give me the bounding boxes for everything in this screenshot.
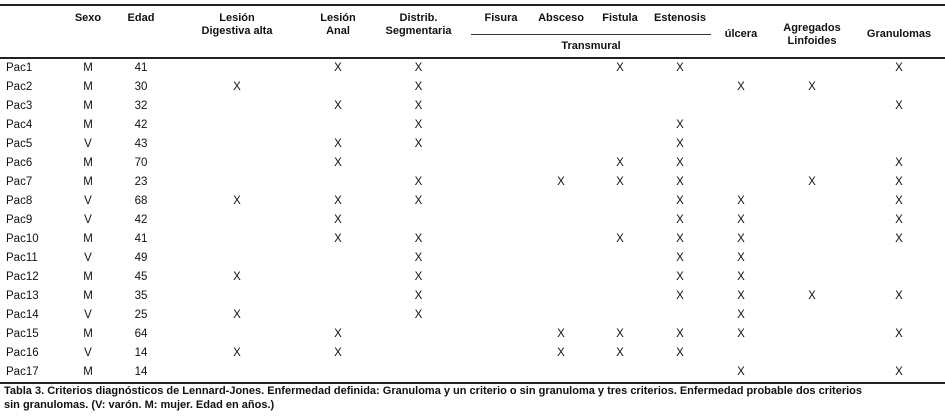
criterion-cell-ds: X [414,81,423,93]
criterion-cell-la [310,306,366,325]
criterion-cell-fi [471,154,531,173]
sexo-cell: M [83,157,93,169]
patient-id-cell: Pac10 [6,233,39,245]
criterion-cell-ag [771,58,853,78]
criterion-cell-gr: X [895,195,903,207]
table-row [0,58,945,78]
table-row [0,230,945,249]
criterion-cell-ds [366,363,471,383]
sexo-cell: M [83,328,93,340]
criterion-cell-fs: X [616,328,624,340]
criterion-cell-ul: X [737,214,745,226]
criterion-cell-ld [164,135,310,154]
criterion-cell-es: X [676,328,684,340]
header-lesion-anal-line2: Anal [326,25,350,37]
sexo-cell: M [83,176,93,188]
edad-cell: 45 [134,271,148,283]
patient-id-cell: Pac1 [6,62,33,74]
criterion-cell-ul: X [737,366,745,378]
criterion-cell-gr: X [895,214,903,226]
caption-line-1: Tabla 3. Criterios diagnósticos de Lennard-Jones. Enfermedad definida: Granuloma y un criterio o sin granuloma y tres criterios. Enfermedad probable dos criterios [4,385,862,397]
table-body [0,58,945,383]
criterion-cell-ul: X [737,271,745,283]
criterion-cell-ds: X [414,233,423,245]
criterion-cell-es [649,97,711,116]
criterion-cell-ab [531,58,591,78]
edad-cell: 43 [134,138,148,150]
patient-id-cell: Pac15 [6,328,39,340]
criterion-cell-fs: X [616,157,624,169]
edad-cell: 30 [134,81,148,93]
criterion-cell-ag [771,344,853,363]
criterion-cell-fi [471,363,531,383]
sexo-cell: M [83,233,93,245]
criterion-cell-fi [471,97,531,116]
criterion-cell-ds: X [414,271,423,283]
header-distrib-line2: Segmentaria [385,25,452,37]
edad-cell: 25 [134,309,148,321]
criterion-cell-gr: X [895,157,903,169]
patient-id-cell: Pac9 [6,214,33,226]
criterion-cell-ul: X [737,309,745,321]
criterion-cell-gr: X [895,290,903,302]
criterion-cell-la [310,116,366,135]
table-row [0,363,945,383]
header-patient [0,5,58,58]
criterion-cell-fi [471,325,531,344]
table-row [0,97,945,116]
edad-cell: 14 [134,366,148,378]
criterion-cell-la: X [334,214,342,226]
criterion-cell-es: X [676,233,684,245]
edad-cell: 49 [134,252,148,264]
edad-cell: 32 [134,100,148,112]
criterion-cell-ag [771,211,853,230]
table-row [0,192,945,211]
header-lesion-digestiva-line2: Digestiva alta [201,25,273,37]
table-row [0,135,945,154]
criterion-cell-gr [853,116,945,135]
criterion-cell-ul: X [737,195,745,207]
criterion-cell-es: X [676,157,684,169]
criterion-cell-ab [531,154,591,173]
criterion-cell-ul: X [737,328,745,340]
sexo-cell: M [83,271,93,283]
criterion-cell-ds: X [414,62,423,74]
criterion-cell-ld [164,249,310,268]
criterion-cell-ld: X [233,271,241,283]
criterion-cell-gr [853,249,945,268]
header-fistula: Fistula [591,5,649,35]
criterion-cell-fi [471,249,531,268]
criterion-cell-es: X [676,214,684,226]
criterion-cell-ab: X [557,328,565,340]
criterion-cell-la [310,249,366,268]
criterion-cell-ab: X [557,176,565,188]
header-lesion-anal-line1: Lesión [320,12,356,24]
criterion-cell-es: X [676,252,684,264]
criterion-cell-ld [164,116,310,135]
table-row [0,306,945,325]
header-ulcera: úlcera [724,28,758,40]
patient-id-cell: Pac14 [6,309,39,321]
table-row [0,249,945,268]
criterion-cell-fi [471,192,531,211]
header-agregados-line1: Agregados [783,21,841,34]
edad-cell: 41 [134,62,148,74]
sexo-cell: V [84,347,92,359]
criterion-cell-ld [164,211,310,230]
edad-cell: 42 [134,119,148,131]
criterion-cell-ds: X [414,100,423,112]
criterion-cell-ag [771,325,853,344]
criterion-cell-es: X [676,138,684,150]
criterion-cell-ld [164,154,310,173]
criterion-cell-ab [531,249,591,268]
criterion-cell-ab [531,78,591,97]
criterion-cell-ag: X [808,290,816,302]
criterion-cell-ul [711,344,771,363]
criterion-cell-ld: X [233,81,241,93]
criterion-cell-es: X [676,62,684,74]
criterion-cell-ul: X [737,252,745,264]
criterion-cell-ds: X [414,195,423,207]
criterion-cell-ul [711,97,771,116]
header-edad: Edad [127,12,155,24]
criterion-cell-ul [711,173,771,192]
edad-cell: 41 [134,233,148,245]
criterion-cell-fs: X [616,233,624,245]
criterion-cell-fs: X [616,347,624,359]
criterion-cell-ul [711,154,771,173]
patient-id-cell: Pac16 [6,347,39,359]
criterion-cell-la [310,268,366,287]
table-row [0,268,945,287]
criterion-cell-la [310,363,366,383]
criterion-cell-fs [591,192,649,211]
criterion-cell-fs [591,78,649,97]
criterion-cell-ld [164,230,310,249]
criterion-cell-fi [471,78,531,97]
patient-id-cell: Pac11 [6,252,38,264]
criterion-cell-ab [531,287,591,306]
criterion-cell-la [310,173,366,192]
criterion-cell-ul: X [737,233,745,245]
patient-id-cell: Pac12 [6,271,39,283]
criterion-cell-ld [164,363,310,383]
criterion-cell-ab [531,306,591,325]
edad-cell: 14 [134,347,148,359]
table-caption [4,384,904,412]
criterion-cell-la: X [334,100,342,112]
criterion-cell-fs [591,116,649,135]
criterion-cell-ab [531,97,591,116]
criterion-cell-gr [853,306,945,325]
header-lesion-digestiva [164,5,310,58]
sexo-cell: M [83,290,93,302]
header-absceso: Absceso [531,5,591,35]
criterion-cell-ag [771,249,853,268]
table-row [0,325,945,344]
criterion-cell-ab [531,211,591,230]
criterion-cell-fi [471,306,531,325]
patient-id-cell: Pac2 [6,81,33,93]
header-distrib-line1: Distrib. [399,12,438,24]
header-lesion-anal [310,5,366,58]
header-transmural: Transmural [561,39,621,52]
criterion-cell-gr: X [895,62,903,74]
criterion-cell-ab [531,135,591,154]
criterion-cell-fs: X [616,176,624,188]
criterion-cell-ld: X [233,309,241,321]
criterion-cell-fi [471,287,531,306]
criterion-cell-es: X [676,176,684,188]
criterion-cell-es [649,363,711,383]
criterion-cell-fs [591,211,649,230]
criterion-cell-ds: X [414,252,423,264]
criterion-cell-ds: X [414,138,423,150]
criterion-cell-fi [471,135,531,154]
criterion-cell-es: X [676,195,684,207]
criterion-cell-es [649,306,711,325]
criterion-cell-la: X [334,157,342,169]
criterion-cell-gr: X [895,366,903,378]
criterion-cell-gr: X [895,328,903,340]
criterion-cell-fi [471,173,531,192]
sexo-cell: M [83,366,93,378]
criterion-cell-ul [711,135,771,154]
table-row [0,78,945,97]
patient-id-cell: Pac4 [6,119,33,131]
criterion-cell-gr: X [895,176,903,188]
criterion-cell-ag [771,97,853,116]
criterion-cell-ag [771,154,853,173]
table-row [0,211,945,230]
sexo-cell: M [83,62,93,74]
criterion-cell-es: X [676,347,684,359]
criterion-cell-gr [853,344,945,363]
caption-line-2: sin granulomas. (V: varón. M: mujer. Edad en años.) [4,399,275,411]
criterion-cell-ab [531,116,591,135]
criterion-cell-ld [164,58,310,78]
criterion-cell-fs [591,268,649,287]
header-estenosis: Estenosis [649,5,711,35]
criterion-cell-la [310,78,366,97]
criterion-cell-ul: X [737,81,745,93]
criterion-cell-ds: X [414,309,423,321]
criterion-cell-ds [366,325,471,344]
criterion-cell-ds [366,154,471,173]
criterion-cell-ld [164,325,310,344]
criterion-cell-gr [853,78,945,97]
criterion-cell-ab [531,230,591,249]
criterion-cell-fs [591,135,649,154]
criterion-cell-fs [591,306,649,325]
criterion-cell-fs [591,97,649,116]
header-granulomas: Granulomas [866,28,932,40]
edad-cell: 70 [134,157,148,169]
criterion-cell-la: X [334,195,342,207]
criterion-cell-fi [471,211,531,230]
criterion-cell-fi [471,116,531,135]
table-header [0,5,945,58]
sexo-cell: V [84,309,92,321]
sexo-cell: V [84,195,92,207]
edad-cell: 68 [134,195,148,207]
criterion-cell-gr [853,268,945,287]
criterion-cell-ag [771,230,853,249]
sexo-cell: M [83,100,93,112]
criterion-cell-ag [771,135,853,154]
criterion-cell-fs: X [616,62,624,74]
sexo-cell: M [83,81,93,93]
criterion-cell-la: X [334,328,342,340]
criterion-cell-es [649,78,711,97]
criterion-cell-ld [164,287,310,306]
criterion-cell-fi [471,230,531,249]
sexo-cell: V [84,138,92,150]
sexo-cell: M [83,119,93,131]
edad-cell: 35 [134,290,148,302]
table-row [0,116,945,135]
criterion-cell-ag [771,116,853,135]
criterion-cell-gr [853,135,945,154]
patient-id-cell: Pac6 [6,157,33,169]
criterion-cell-la: X [334,62,342,74]
criterion-cell-ld: X [233,347,241,359]
patient-id-cell: Pac8 [6,195,33,207]
criterion-cell-fi [471,58,531,78]
criterion-cell-ds: X [414,119,423,131]
criterion-cell-ul [711,58,771,78]
table-row [0,344,945,363]
criterion-cell-ld [164,97,310,116]
criterion-cell-ag [771,192,853,211]
edad-cell: 64 [134,328,148,340]
criterion-cell-fs [591,287,649,306]
criterion-cell-la [310,287,366,306]
table-row [0,173,945,192]
criterion-cell-gr: X [895,100,903,112]
table-row [0,154,945,173]
criterion-cell-ag: X [808,81,816,93]
criterion-cell-es: X [676,119,684,131]
criterion-cell-gr: X [895,233,903,245]
patient-id-cell: Pac13 [6,290,39,302]
criterion-cell-ag [771,306,853,325]
sexo-cell: V [84,214,92,226]
criterion-cell-ul [711,116,771,135]
edad-cell: 42 [134,214,148,226]
patient-id-cell: Pac7 [6,176,33,188]
edad-cell: 23 [134,176,148,188]
criterion-cell-fs [591,363,649,383]
criterion-cell-fi [471,344,531,363]
header-sexo: Sexo [74,12,102,24]
criterion-cell-ab [531,363,591,383]
criterion-cell-ds: X [414,290,423,302]
criterion-cell-ag [771,268,853,287]
header-lesion-digestiva-line1: Lesión [219,12,255,24]
criterion-cell-ld: X [233,195,241,207]
criterion-cell-ds [366,344,471,363]
criterion-cell-ul: X [737,290,745,302]
criterion-cell-la: X [334,233,342,245]
criterion-cell-ld [164,173,310,192]
criterion-cell-ds: X [414,176,423,188]
criterion-cell-la: X [334,138,342,150]
patient-id-cell: Pac5 [6,138,33,150]
header-agregados-line2: Linfoides [787,34,837,47]
patient-id-cell: Pac17 [6,366,39,378]
criterion-cell-la: X [334,347,342,359]
criterion-cell-es: X [676,271,684,283]
header-distrib [366,5,471,58]
criterion-cell-ag: X [808,176,816,188]
header-fisura: Fisura [471,5,531,35]
criterion-cell-ab [531,192,591,211]
criterion-cell-es: X [676,290,684,302]
table-row [0,287,945,306]
criterion-cell-ab [531,268,591,287]
patient-id-cell: Pac3 [6,100,33,112]
criterion-cell-ab: X [557,347,565,359]
criterion-cell-fs [591,249,649,268]
criteria-table [0,4,945,384]
criterion-cell-fi [471,268,531,287]
sexo-cell: V [84,252,92,264]
criterion-cell-ds [366,211,471,230]
header-agregados [771,5,853,58]
criterion-cell-ag [771,363,853,383]
